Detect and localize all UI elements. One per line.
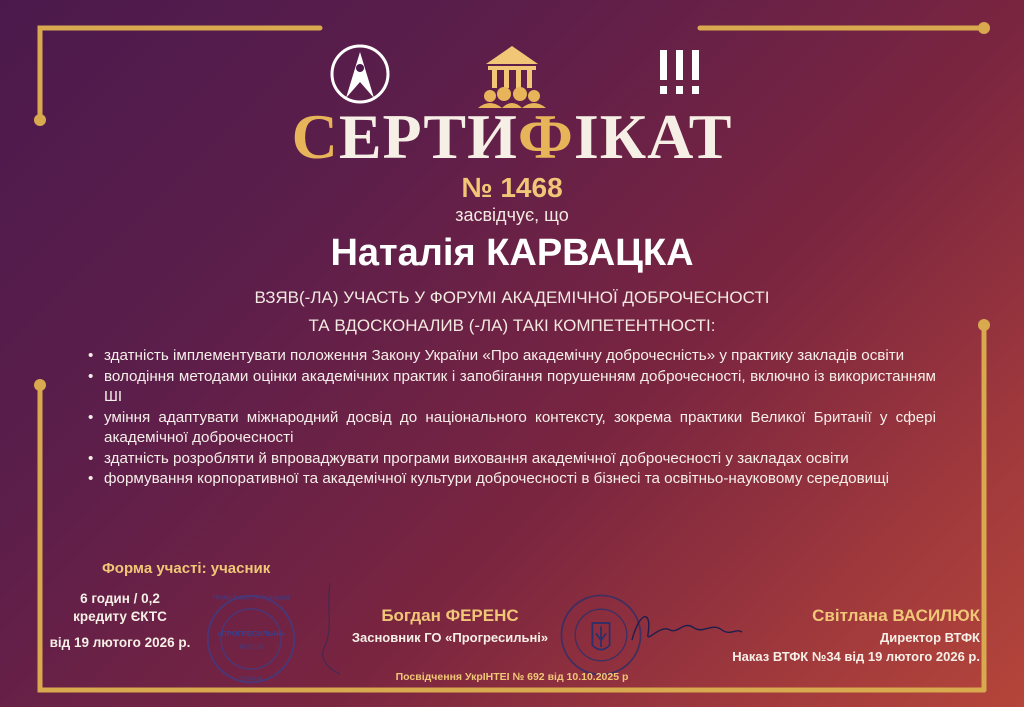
certificate-title: СЕРТИФІКАТ [291,101,733,172]
issue-date: від 19 лютого 2026 р. [49,635,191,650]
certificate-number: № 1468 [461,172,563,203]
competencies-list [88,346,936,490]
attests-text: засвідчує, що [455,205,569,225]
compass-logo-icon [332,46,388,102]
signer-2-order: Наказ ВТФК №34 від 19 лютого 2026 р. [732,649,980,664]
hours-line-1: 6 годин / 0,2 [80,591,160,606]
signer-1-role: Засновник ГО «Прогресильні» [351,630,549,645]
competency-item: • здатність імплементувати положення Закону України «Про академічну доброчесність» у практику закладів освіти [88,346,936,367]
svg-text:УКРАЇНА: УКРАЇНА [239,676,263,683]
participation-statement [0,284,1024,340]
exclamation-logo-icon [660,50,699,94]
signer-1 [340,606,560,645]
recipient-name: Наталія КАРВАЦКА [330,232,694,274]
participation-form: Форма участі: учасник [102,560,271,577]
competency-item: • уміння адаптувати міжнародний досвід до національного контексту, зокрема практики Великої Британії у сфері академічної доброчесності [88,408,936,449]
competency-item: • здатність розробляти й впроваджувати програми виховання академічної доброчесності у закладах освіти [88,449,936,470]
registration-line: Посвідчення УкрІНТЕІ № 692 від 10.10.2025 р [395,671,629,683]
competency-item: • володіння методами оцінки академічних практик і запобігання порушенням доброчесності, включно із використанням ШІ [88,367,936,408]
signer-1-name: Богдан ФЕРЕНС [381,606,519,625]
competency-item: • формування корпоративної та академічної культури доброчесності в бізнесі та освітньо-науковому середовищі [88,469,936,490]
signer-2-name: Світлана ВАСИЛЮК [812,606,980,625]
participation-line-2: ТА ВДОСКОНАЛИВ (-ЛА) ТАКІ КОМПЕТЕНТНОСТІ: [308,316,716,335]
signer-2-role: Директор ВТФК [880,630,980,645]
svg-text:45123153: 45123153 [238,644,264,651]
svg-text:«ПРОГРЕСИЛЬНІ»: «ПРОГРЕСИЛЬНІ» [217,629,285,639]
hours-line-2: кредиту ЄКТС [73,609,167,624]
credits-block [40,590,200,652]
signer-2 [690,606,980,664]
academy-building-icon [478,46,546,108]
participation-line-1: ВЗЯВ(-ЛА) УЧАСТЬ У ФОРУМІ АКАДЕМІЧНОЇ ДОБРОЧЕСНОСТІ [254,288,770,307]
svg-text:ГРОМАДСЬКА ОРГАНІЗАЦІЯ: ГРОМАДСЬКА ОРГАНІЗАЦІЯ [212,595,290,602]
